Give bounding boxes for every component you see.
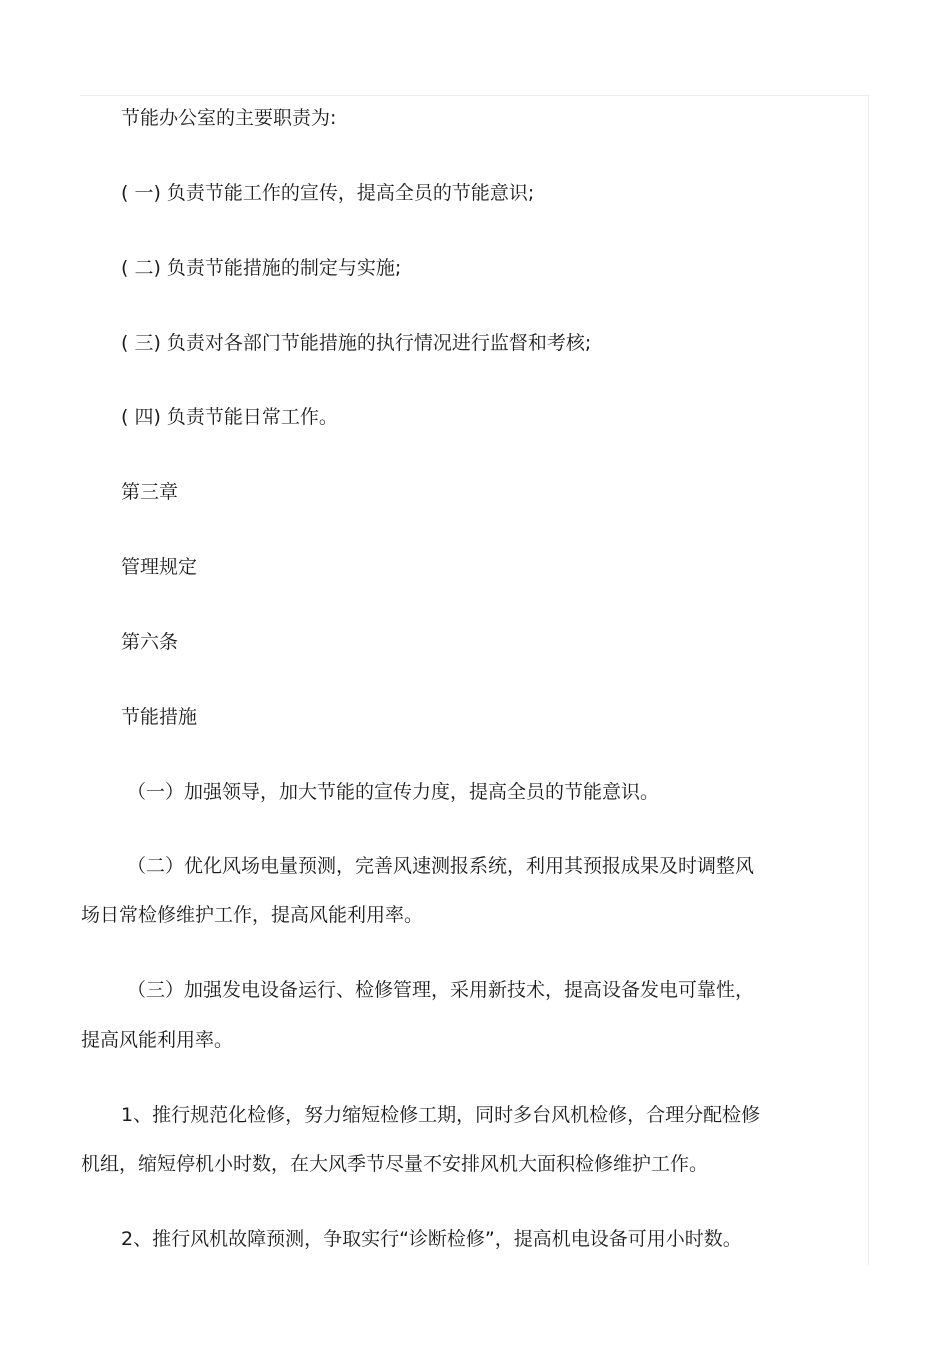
article-heading: 第六条 bbox=[121, 631, 179, 653]
measure-3-line-2: 提高风能利用率。 bbox=[81, 1029, 234, 1051]
sub-measure-1-line-1: 1、推行规范化检修，努力缩短检修工期，同时多台风机检修，合理分配检修 bbox=[121, 1104, 761, 1126]
measure-2-line-2: 场日常检修维护工作，提高风能利用率。 bbox=[81, 904, 424, 926]
measure-1: （一）加强领导，加大节能的宣传力度，提高全员的节能意识。 bbox=[127, 781, 660, 803]
measure-3-line-1: （三）加强发电设备运行、检修管理，采用新技术，提高设备发电可靠性， bbox=[127, 979, 755, 1001]
sub-measure-2: 2、推行风机故障预测，争取实行“诊断检修”，提高机电设备可用小时数。 bbox=[121, 1228, 742, 1250]
duty-item-1: ( 一) 负责节能工作的宣传，提高全员的节能意识; bbox=[121, 182, 535, 204]
duty-item-2: ( 二) 负责节能措施的制定与实施; bbox=[121, 257, 402, 279]
sub-measure-1-line-2: 机组，缩短停机小时数，在大风季节尽量不安排风机大面积检修维护工作。 bbox=[81, 1153, 709, 1175]
measure-2-line-1: （二）优化风场电量预测，完善风速测报系统，利用其预报成果及时调整风 bbox=[127, 855, 755, 877]
article-title: 节能措施 bbox=[121, 706, 198, 728]
duty-item-4: ( 四) 负责节能日常工作。 bbox=[121, 406, 338, 428]
chapter-heading: 第三章 bbox=[121, 481, 179, 503]
duty-item-3: ( 三) 负责对各部门节能措施的执行情况进行监督和考核; bbox=[121, 332, 592, 354]
chapter-title: 管理规定 bbox=[121, 556, 198, 578]
duties-intro: 节能办公室的主要职责为: bbox=[121, 107, 337, 129]
